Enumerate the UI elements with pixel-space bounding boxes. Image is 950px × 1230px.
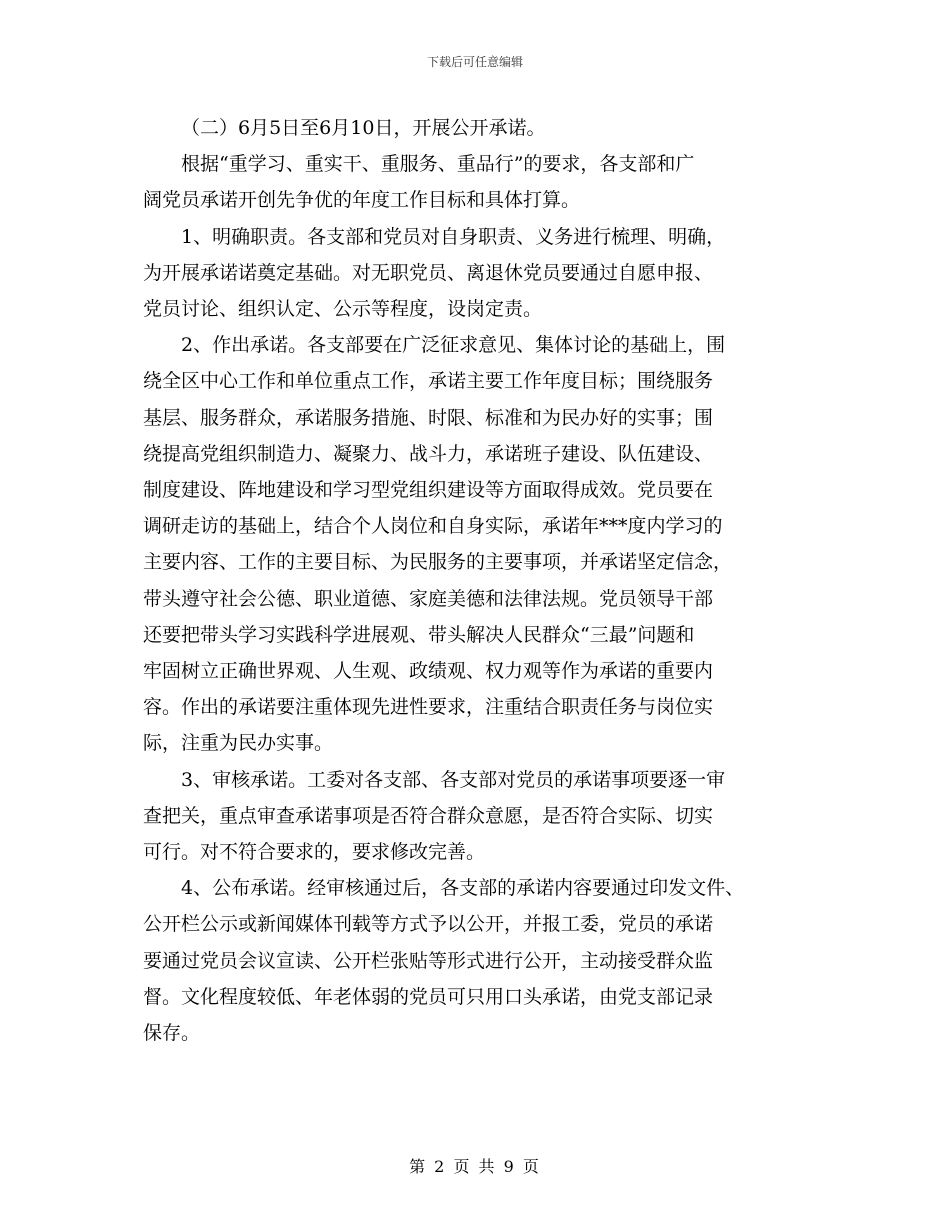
text-line: 为开展承诺诺奠定基础。对无职党员、离退休党员要通过自愿申报、 (143, 261, 714, 284)
text-line: 根据“重学习、重实干、重服务、重品行”的要求，各支部和广 (181, 153, 695, 176)
paragraph (143, 327, 823, 761)
text-line: 带头遵守社会公德、职业道德、家庭美德和法律法规。党员领导干部 (143, 587, 714, 610)
text-line: 容。作出的承诺要注重体现先进性要求，注重结合职责任务与岗位实 (143, 696, 714, 719)
text-line: 制度建设、阵地建设和学习型党组织建设等方面取得成效。党员要在 (143, 479, 714, 502)
paragraph (143, 110, 823, 146)
paragraph (143, 870, 823, 1051)
text-line: 督。文化程度较低、年老体弱的党员可只用口头承诺，由党支部记录 (143, 985, 714, 1008)
text-line: 保存。 (143, 1022, 201, 1045)
document-body (143, 110, 823, 1051)
text-line: 际，注重为民办实事。 (143, 732, 334, 755)
text-line: 查把关，重点审查承诺事项是否符合群众意愿，是否符合实际、切实 (143, 804, 714, 827)
text-line: 绕全区中心工作和单位重点工作，承诺主要工作年度目标；围绕服务 (143, 370, 714, 393)
text-line: 牢固树立正确世界观、人生观、政绩观、权力观等作为承诺的重要内 (143, 660, 714, 683)
text-line: 4、公布承诺。经审核通过后，各支部的承诺内容要通过印发文件、 (181, 877, 745, 900)
paragraph (143, 219, 823, 328)
paragraph (143, 146, 823, 218)
text-line: 1、明确职责。各支部和党员对自身职责、义务进行梳理、明确， (181, 225, 726, 248)
text-line: 公开栏公示或新闻媒体刊载等方式予以公开，并报工委，党员的承诺 (143, 913, 714, 936)
text-line: 2、作出承诺。各支部要在广泛征求意见、集体讨论的基础上，围 (181, 334, 726, 357)
text-line: 阔党员承诺开创先争优的年度工作目标和具体打算。 (143, 189, 581, 212)
text-line: （二）6月5日至6月10日，开展公开承诺。 (181, 117, 546, 139)
text-line: 调研走访的基础上，结合个人岗位和自身实际，承诺年***度内学习的 (143, 515, 723, 538)
text-line: 党员讨论、组织认定、公示等程度，设岗定责。 (143, 298, 543, 321)
page-footer: 第 2 页 共 9 页 (409, 1157, 541, 1176)
page-header: 下载后可任意编辑 (426, 55, 523, 69)
text-line: 绕提高党组织制造力、凝聚力、战斗力，承诺班子建设、队伍建设、 (143, 442, 714, 465)
text-line: 主要内容、工作的主要目标、为民服务的主要事项，并承诺坚定信念， (143, 551, 733, 574)
text-line: 可行。对不符合要求的，要求修改完善。 (143, 841, 486, 864)
text-line: 基层、服务群众，承诺服务措施、时限、标准和为民办好的实事；围 (143, 406, 714, 429)
text-line: 要通过党员会议宣读、公开栏张贴等形式进行公开，主动接受群众监 (143, 949, 714, 972)
text-line: 还要把带头学习实践科学进展观、带头解决人民群众“三最”问题和 (143, 623, 695, 646)
text-line: 3、审核承诺。工委对各支部、各支部对党员的承诺事项要逐一审 (181, 768, 726, 791)
paragraph (143, 762, 823, 871)
